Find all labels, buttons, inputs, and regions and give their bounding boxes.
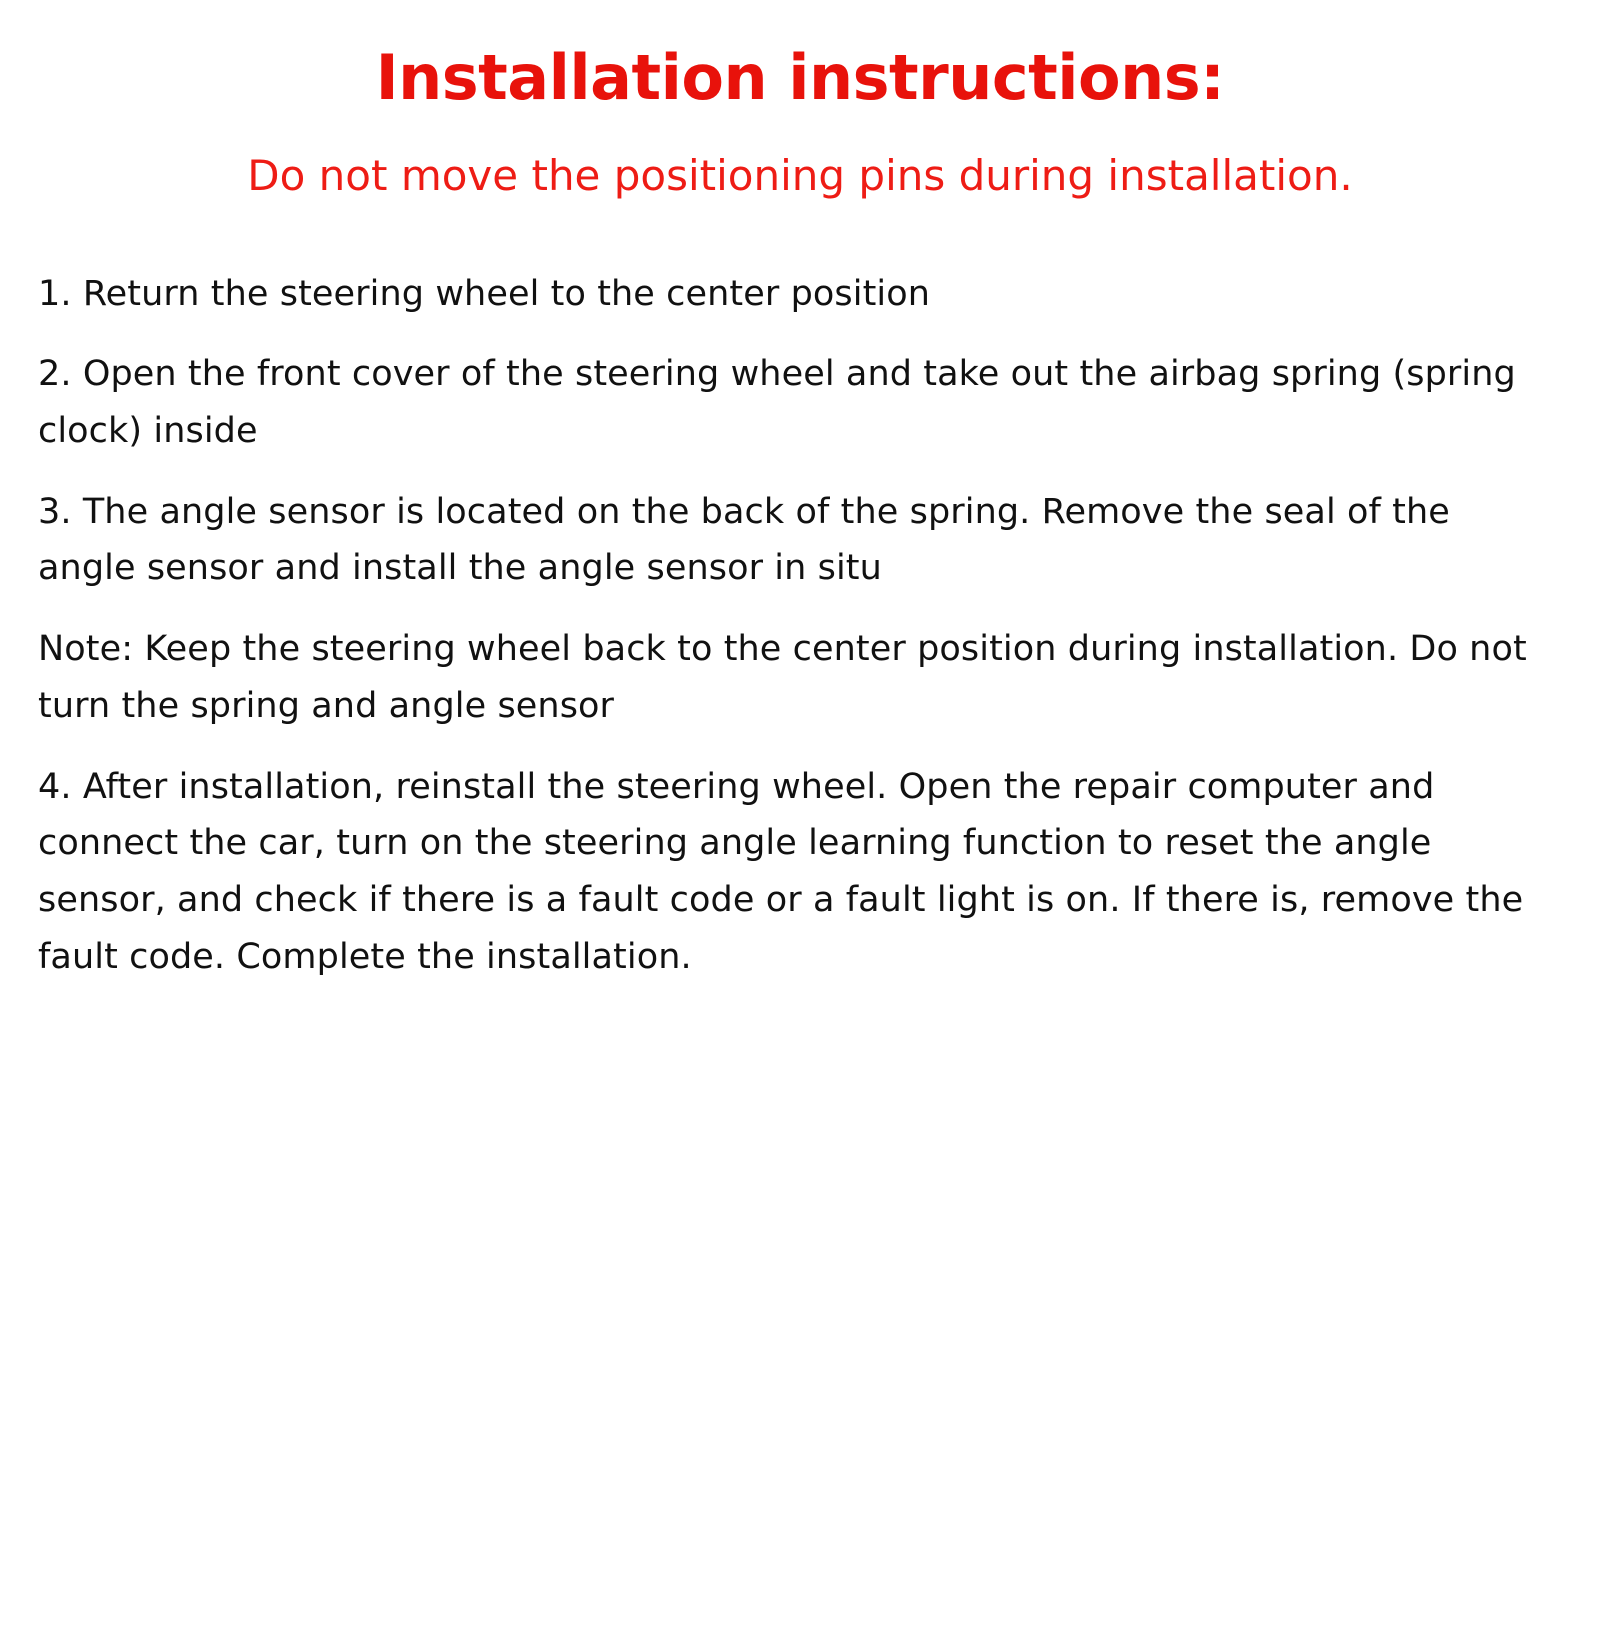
page-subtitle-warning: Do not move the positioning pins during installation. bbox=[247, 151, 1353, 201]
page-title: Installation instructions: bbox=[375, 41, 1225, 114]
instruction-note: Note: Keep the steering wheel back to the center position during installation. Do not turn the spring and angle sensor bbox=[38, 629, 1527, 726]
instruction-step-4: 4. After installation, reinstall the steering wheel. Open the repair computer and connect the car, turn on the steering angle learning function to reset the angle sensor, and check if there is a fault code or a fault light is on. If there is, remove the fault code. Complete the installation. bbox=[38, 766, 1524, 977]
instruction-step-2: 2. Open the front cover of the steering wheel and take out the airbag spring (spring clock) inside bbox=[38, 354, 1516, 452]
instruction-step-3: 3. The angle sensor is located on the back of the spring. Remove the seal of the angle sensor and install the angle sensor in situ bbox=[38, 491, 1450, 589]
instruction-page bbox=[0, 42, 1600, 1642]
instruction-step-1: 1. Return the steering wheel to the center position bbox=[38, 273, 931, 314]
instruction-list bbox=[38, 266, 1562, 986]
